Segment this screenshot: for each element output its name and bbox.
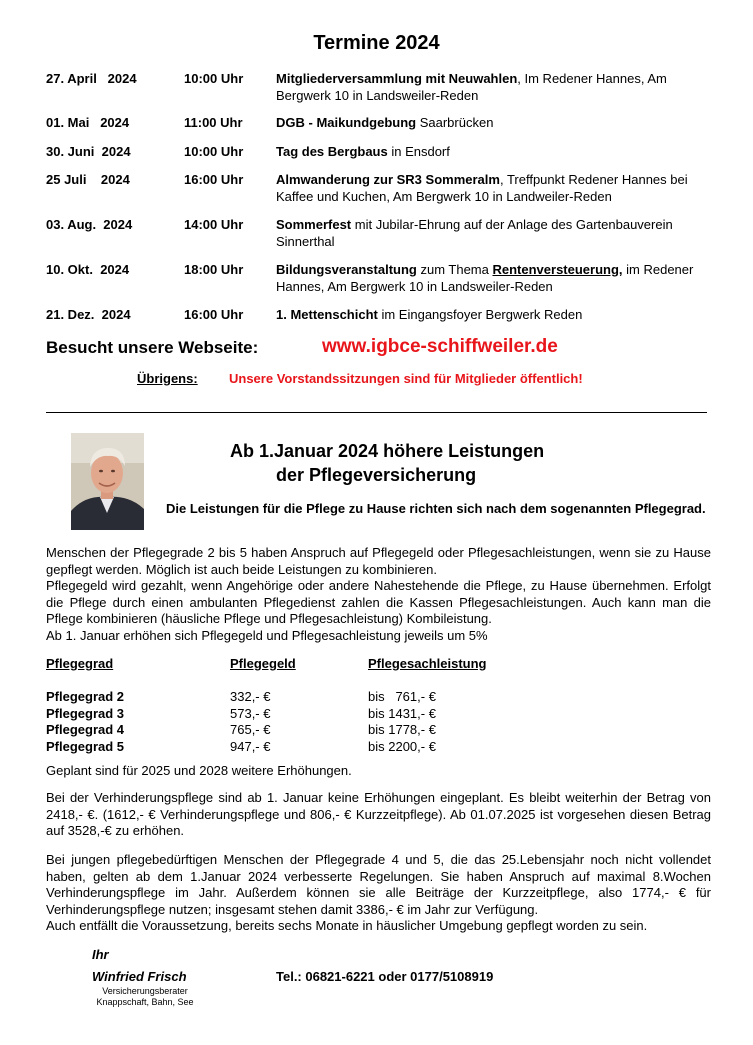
article-paragraph: Bei jungen pflegebedürftigen Menschen der Pflegegrade 4 und 5, die das 25.Lebensjahr noch nicht vollendet haben, gelten ab dem 1.Januar 2024 verbesserte Regelungen. Sie haben Anspruch auf maximal 8.Wochen Verhinderungspflege im Jahr. Außerdem können sie alle Beiträge der Kurzzeitpflege, also 1774,- € für Verhinderungspflege nutzen; insgesamt stehen damit 3386,- € im Jahr zur Verfügung. <box>46 852 711 917</box>
table-cell: Pflegegrad 3 <box>46 705 125 721</box>
event-time: 14:00 Uhr <box>184 217 244 232</box>
signature-role <box>75 986 215 1008</box>
table-cell: 765,- € <box>230 722 271 737</box>
signature-role-line: Knappschaft, Bahn, See <box>96 997 194 1007</box>
signature-name: Winfried Frisch <box>92 969 187 984</box>
table-cell: 332,- € <box>230 689 271 704</box>
event-text <box>276 306 716 323</box>
event-details: zum Thema <box>416 262 493 277</box>
event-details: , Treffpunkt Redener Hannes bei Kaffee und Kuchen, Am Bergwerk 10 in Landweiler-Reden <box>276 172 688 204</box>
event-date: 01. Mai 2024 <box>46 115 130 130</box>
table-cell: bis 1431,- € <box>368 705 436 721</box>
event-details: Saarbrücken <box>416 115 494 130</box>
event-name: DGB - Maikundgebung <box>276 115 417 130</box>
article-paragraph: Ab 1. Januar erhöhen sich Pflegegeld und Pflegesachleistung jeweils um 5% <box>46 628 488 643</box>
signature-greeting: Ihr <box>92 947 109 962</box>
table-cell: 573,- € <box>230 705 271 721</box>
table-header: Pflegesachleistung <box>368 656 487 671</box>
article-paragraph: Bei der Verhinderungspflege sind ab 1. Januar keine Erhöhungen eingeplant. Es bleibt weiterhin der Betrag von 2418,- €. (1612,- € Verhinderungspflege und 806,- € Kurzzeitpflege). Ab 01.07.2025 ist vorgesehen diesen Betrag auf 3528,-€ zu erhöhen. <box>46 790 711 839</box>
event-date: 25 Juli 2024 <box>46 172 130 187</box>
article-heading-line1: Ab 1.Januar 2024 höhere Leistungen <box>230 441 545 461</box>
author-photo <box>71 433 144 530</box>
event-name: Sommerfest <box>276 217 352 232</box>
event-time: 16:00 Uhr <box>184 307 244 322</box>
event-details: , Im Redener Hannes, Am Bergwerk 10 in Landsweiler-Reden <box>276 71 667 103</box>
article-heading-line2: der Pflegeversicherung <box>276 465 477 485</box>
event-text <box>276 114 716 131</box>
event-time: 16:00 Uhr <box>184 172 244 187</box>
table-cell: 947,- € <box>230 738 271 754</box>
event-details: im Redener Hannes, Am Bergwerk 10 in Landsweiler-Reden <box>276 262 694 294</box>
divider <box>46 412 707 413</box>
website-link[interactable]: www.igbce-schiffweiler.de <box>322 336 558 357</box>
event-name: Mitgliederversammlung mit Neuwahlen <box>276 71 518 86</box>
contact-phone: Tel.: 06821-6221 oder 0177/5108919 <box>276 969 494 984</box>
page-title: Termine 2024 <box>313 32 440 54</box>
table-cell: Pflegegrad 4 <box>46 722 125 737</box>
event-name: Bildungsveranstaltung <box>276 262 417 277</box>
table-cell: Pflegegrad 5 <box>46 738 125 754</box>
event-name: Almwanderung zur SR3 Sommeralm <box>276 172 500 187</box>
event-time: 10:00 Uhr <box>184 144 244 159</box>
table-cell: bis 761,- € <box>368 689 436 704</box>
article-paragraph: Auch entfällt die Voraussetzung, bereits sechs Monate in häuslicher Umgebung gepflegt worden zu sein. <box>46 918 648 933</box>
table-header: Pflegegrad <box>46 656 114 671</box>
event-name: 1. Mettenschicht <box>276 307 378 322</box>
table-cell: Pflegegrad 2 <box>46 689 125 704</box>
article-paragraph: Geplant sind für 2025 und 2028 weitere Erhöhungen. <box>46 763 352 778</box>
event-time: 11:00 Uhr <box>184 115 243 130</box>
event-date: 30. Juni 2024 <box>46 144 131 159</box>
event-topic-link[interactable]: Rentenversteuerung, <box>492 262 623 277</box>
article-paragraph: Menschen der Pflegegrade 2 bis 5 haben Anspruch auf Pflegegeld oder Pflegesachleistungen, wenn sie zu Hause gepflegt werden. Möglich ist auch beide Leistungen zu kombinieren. <box>46 545 711 577</box>
note-label: Übrigens: <box>137 371 198 386</box>
event-date: 10. Okt. 2024 <box>46 262 130 277</box>
table-header: Pflegegeld <box>230 656 296 671</box>
event-text <box>276 143 716 160</box>
event-date: 03. Aug. 2024 <box>46 217 133 232</box>
article-paragraph: Pflegegeld wird gezahlt, wenn Angehörige oder andere Nahestehende die Pflege, zu Hause übernehmen. Erfolgt die Pflege durch einen ambulanten Pflegedienst zahlen die Kassen Pflegesachleistungen. Auch kann man die Pflege kombinieren (häusliche Pflege und Pflegesachleistung) Kombileistung. <box>46 578 711 627</box>
event-name: Tag des Bergbaus <box>276 144 388 159</box>
website-label: Besucht unsere Webseite: <box>46 338 259 357</box>
event-details: mit Jubilar-Ehrung auf der Anlage des Gartenbauverein Sinnerthal <box>276 217 673 249</box>
event-text <box>276 216 716 250</box>
note-text: Unsere Vorstandssitzungen sind für Mitglieder öffentlich! <box>229 371 583 386</box>
event-text <box>276 261 716 295</box>
event-time: 10:00 Uhr <box>184 71 244 86</box>
article-intro: Die Leistungen für die Pflege zu Hause richten sich nach dem sogenannten Pflegegrad. <box>166 501 706 516</box>
signature-role-line: Versicherungsberater <box>102 986 188 996</box>
event-text <box>276 70 716 104</box>
event-date: 21. Dez. 2024 <box>46 307 131 322</box>
table-cell: bis 2200,- € <box>368 738 436 754</box>
event-details: in Ensdorf <box>387 144 450 159</box>
event-date: 27. April 2024 <box>46 71 137 86</box>
event-time: 18:00 Uhr <box>184 262 244 277</box>
table-cell: bis 1778,- € <box>368 722 436 737</box>
event-details: im Eingangsfoyer Bergwerk Reden <box>377 307 583 322</box>
event-text <box>276 171 716 205</box>
